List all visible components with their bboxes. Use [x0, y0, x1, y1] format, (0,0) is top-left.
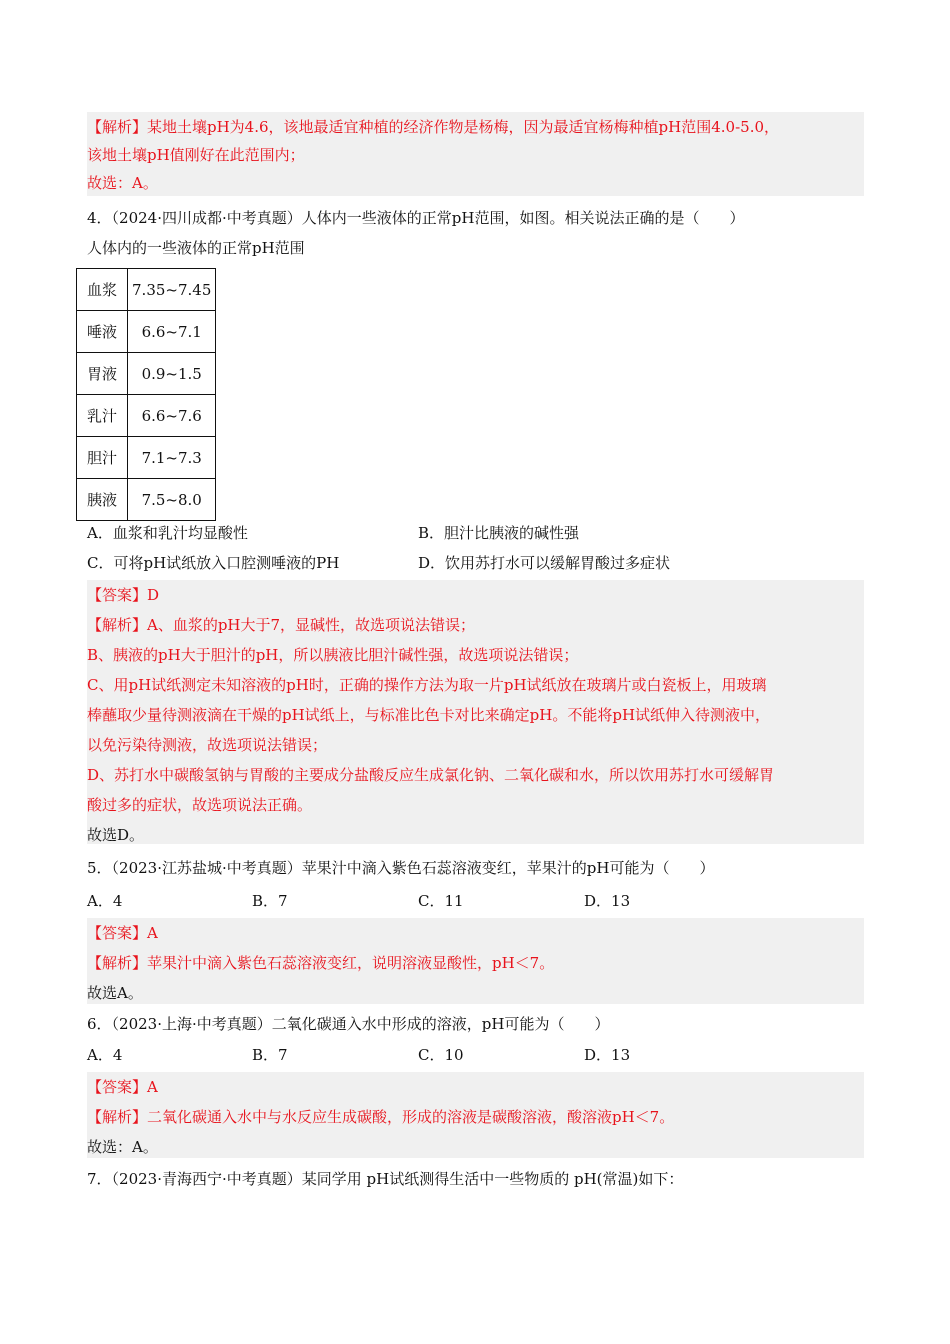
- option-d: D．13: [584, 1046, 631, 1064]
- fluid-name: 胃液: [77, 353, 128, 395]
- option-b: B．胆汁比胰液的碱性强: [418, 524, 580, 542]
- analysis-line: C、用pH试纸测定未知溶液的pH时，正确的操作方法为取一片pH试纸放在玻璃片或白瓷板上，用玻璃: [87, 676, 767, 694]
- fluid-name: 血浆: [77, 269, 128, 311]
- analysis-line: B、胰液的pH大于胆汁的pH，所以胰液比胆汁碱性强，故选项说法错误；: [87, 646, 579, 664]
- question-5-stem: 5．（2023·江苏盐城·中考真题）苹果汁中滴入紫色石蕊溶液变红，苹果汁的pH可能为（ ）: [87, 859, 715, 877]
- question-7-stem: 7．（2023·青海西宁·中考真题）某同学用 pH试纸测得生活中一些物质的 pH(常温)如下：: [87, 1170, 684, 1188]
- table-row: [77, 479, 216, 521]
- ph-range: 7.1~7.3: [128, 437, 216, 479]
- ph-range: 6.6~7.6: [128, 395, 216, 437]
- option-d: D．饮用苏打水可以缓解胃酸过多症状: [418, 554, 671, 572]
- analysis-conclusion: 故选：A。: [87, 1138, 158, 1156]
- analysis-line: 【解析】某地土壤pH为4.6，该地最适宜种植的经济作物是杨梅，因为最适宜杨梅种植pH范围4.0-5.0，: [87, 118, 780, 136]
- question-4-caption: 人体内的一些液体的正常pH范围: [87, 239, 305, 257]
- question-4-stem: 4．（2024·四川成都·中考真题）人体内一些液体的正常pH范围，如图。相关说法正确的是（ ）: [87, 209, 745, 227]
- option-a: A．4: [87, 892, 123, 910]
- ph-range: 6.6~7.1: [128, 311, 216, 353]
- table-row: [77, 269, 216, 311]
- analysis-conclusion: 故选D。: [87, 826, 145, 844]
- option-c: C．可将pH试纸放入口腔测唾液的PH: [87, 554, 340, 572]
- ph-range-table: [76, 268, 216, 521]
- analysis-line: 以免污染待测液，故选项说法错误；: [87, 736, 328, 754]
- analysis-block-q3: [87, 112, 864, 196]
- analysis-line: 【解析】A、血浆的pH大于7，显碱性，故选项说法错误；: [87, 616, 476, 634]
- ph-range: 7.5~8.0: [128, 479, 216, 521]
- option-b: B．7: [252, 1046, 288, 1064]
- option-a: A．血浆和乳汁均显酸性: [87, 524, 248, 542]
- ph-range: 7.35~7.45: [128, 269, 216, 311]
- ph-range: 0.9~1.5: [128, 353, 216, 395]
- option-c: C．10: [418, 1046, 464, 1064]
- fluid-name: 胰液: [77, 479, 128, 521]
- analysis-line: 该地土壤pH值刚好在此范围内；: [87, 146, 305, 164]
- option-c: C．11: [418, 892, 464, 910]
- analysis-line: 【解析】二氧化碳通入水中与水反应生成碳酸，形成的溶液是碳酸溶液，酸溶液pH＜7。: [87, 1108, 675, 1126]
- answer-label: 【答案】A: [87, 924, 158, 942]
- fluid-name: 胆汁: [77, 437, 128, 479]
- table-row: [77, 395, 216, 437]
- table-row: [77, 437, 216, 479]
- table-row: [77, 311, 216, 353]
- option-a: A．4: [87, 1046, 123, 1064]
- answer-label: 【答案】D: [87, 586, 160, 604]
- fluid-name: 唾液: [77, 311, 128, 353]
- option-b: B．7: [252, 892, 288, 910]
- option-d: D．13: [584, 892, 631, 910]
- analysis-conclusion: 故选：A。: [87, 174, 158, 192]
- analysis-line: D、苏打水中碳酸氢钠与胃酸的主要成分盐酸反应生成氯化钠、二氧化碳和水，所以饮用苏打水可缓解胃: [87, 766, 775, 784]
- analysis-line: 棒蘸取少量待测液滴在干燥的pH试纸上，与标准比色卡对比来确定pH。不能将pH试纸伸入待测液中，: [87, 706, 771, 724]
- analysis-line: 酸过多的症状，故选项说法正确。: [87, 796, 313, 814]
- fluid-name: 乳汁: [77, 395, 128, 437]
- answer-block-q5: [87, 918, 864, 1004]
- analysis-conclusion: 故选A。: [87, 984, 143, 1002]
- answer-label: 【答案】A: [87, 1078, 158, 1096]
- answer-block-q4: [87, 580, 864, 844]
- answer-block-q6: [87, 1072, 864, 1158]
- table-row: [77, 353, 216, 395]
- analysis-line: 【解析】苹果汁中滴入紫色石蕊溶液变红，说明溶液显酸性，pH＜7。: [87, 954, 555, 972]
- question-6-stem: 6．（2023·上海·中考真题）二氧化碳通入水中形成的溶液，pH可能为（ ）: [87, 1015, 610, 1033]
